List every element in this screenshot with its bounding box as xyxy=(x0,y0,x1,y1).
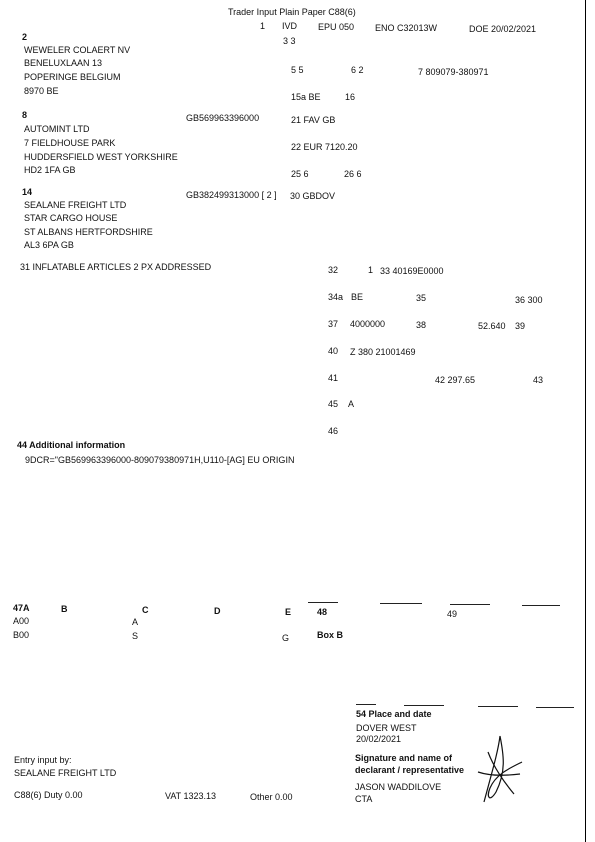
consignor-line: POPERINGE BELGIUM xyxy=(24,72,121,82)
box38-value: 52.640 xyxy=(478,321,506,331)
box37-label: 37 xyxy=(328,319,339,329)
declarant-line: AL3 6PA GB xyxy=(24,240,74,250)
tax-row2-type: B00 xyxy=(13,630,30,640)
box43-label: 43 xyxy=(533,375,544,385)
doe: DOE 20/02/2021 xyxy=(469,24,537,34)
form-title: Trader Input Plain Paper C88(6) xyxy=(228,7,356,17)
epu: EPU 050 xyxy=(318,22,355,32)
box1-value: IVD xyxy=(282,21,298,31)
date: 20/02/2021 xyxy=(356,734,402,744)
box16: 16 xyxy=(345,92,356,102)
rule xyxy=(522,605,560,606)
box37-value: 4000000 xyxy=(350,319,386,329)
box21: 21 FAV GB xyxy=(291,115,336,125)
box3: 3 3 xyxy=(283,36,296,46)
box34a-value: BE xyxy=(351,292,364,302)
box48-label: 48 xyxy=(317,607,328,617)
col-c-label: C xyxy=(142,605,149,615)
box38-label: 38 xyxy=(416,320,427,330)
consignee-eori: GB569963396000 xyxy=(186,113,260,123)
box45-label: 45 xyxy=(328,399,339,409)
box25: 25 6 xyxy=(291,169,309,179)
scan-edge xyxy=(585,0,586,842)
rule xyxy=(380,603,422,604)
box22: 22 EUR 7120.20 xyxy=(291,142,358,152)
duty-summary: C88(6) Duty 0.00 xyxy=(14,790,83,800)
box39-label: 39 xyxy=(515,321,526,331)
signature-heading: Signature and name of xyxy=(355,753,453,763)
box31-description: 31 INFLATABLE ARTICLES 2 PX ADDRESSED xyxy=(20,262,212,272)
box7: 7 809079-380971 xyxy=(418,67,489,77)
consignor-line: 8970 BE xyxy=(24,86,59,96)
box14-label: 14 xyxy=(22,187,33,197)
box8-label: 8 xyxy=(22,110,28,120)
box46-label: 46 xyxy=(328,426,339,436)
col-e-label: E xyxy=(285,607,292,617)
box40-label: 40 xyxy=(328,346,339,356)
consignee-line: 7 FIELDHOUSE PARK xyxy=(24,138,116,148)
tax-row1-c: A xyxy=(132,617,139,627)
box5: 5 5 xyxy=(291,65,304,75)
box33: 33 40169E0000 xyxy=(380,266,444,276)
box15a: 15a BE xyxy=(291,92,321,102)
box6: 6 2 xyxy=(351,65,364,75)
signature-image xyxy=(470,732,530,807)
box49-label: 49 xyxy=(447,609,458,619)
consignor-line: WEWELER COLAERT NV xyxy=(24,45,131,55)
consignee-line: HUDDERSFIELD WEST YORKSHIRE xyxy=(24,152,178,162)
col-d-label: D xyxy=(214,606,221,616)
consignor-line: BENELUXLAAN 13 xyxy=(24,58,103,68)
box54-heading: 54 Place and date xyxy=(356,709,432,719)
box34a-label: 34a xyxy=(328,292,344,302)
vat-summary: VAT 1323.13 xyxy=(165,791,217,801)
box40-value: Z 380 21001469 xyxy=(350,347,416,357)
consignee-line: HD2 1FA GB xyxy=(24,165,76,175)
box36: 36 300 xyxy=(515,295,543,305)
tax-row2-e: G xyxy=(282,633,290,643)
box35-label: 35 xyxy=(416,293,427,303)
declarant-line: ST ALBANS HERTFORDSHIRE xyxy=(24,227,153,237)
rule xyxy=(308,602,338,603)
additional-info-heading: 44 Additional information xyxy=(17,440,126,450)
rule xyxy=(404,705,444,706)
rule xyxy=(536,707,574,708)
rule xyxy=(478,706,518,707)
other-summary: Other 0.00 xyxy=(250,792,293,802)
entry-input-label: Entry input by: xyxy=(14,755,72,765)
box42: 42 297.65 xyxy=(435,375,476,385)
declarant-org: CTA xyxy=(355,794,373,804)
additional-info-text: 9DCR="GB569963396000-809079380971H,U110-[AG] EU ORIGIN xyxy=(25,455,295,465)
signature-heading: declarant / representative xyxy=(355,765,465,775)
tax-row1-type: A00 xyxy=(13,616,30,626)
declarant-line: STAR CARGO HOUSE xyxy=(24,213,118,223)
box2-label: 2 xyxy=(22,32,28,42)
box1-label: 1 xyxy=(260,21,266,31)
consignee-line: AUTOMINT LTD xyxy=(24,124,90,134)
rule xyxy=(450,604,490,605)
box32-label: 32 xyxy=(328,265,339,275)
entry-input-by: SEALANE FREIGHT LTD xyxy=(14,768,117,778)
box-b-label: Box B xyxy=(317,630,344,640)
box30: 30 GBDOV xyxy=(290,191,336,201)
declarant-line: SEALANE FREIGHT LTD xyxy=(24,200,127,210)
box47a-label: 47A xyxy=(13,603,30,613)
eno: ENO C32013W xyxy=(375,23,438,33)
declarant-eori: GB382499313000 [ 2 ] xyxy=(186,190,277,200)
place: DOVER WEST xyxy=(356,723,417,733)
box32-value: 1 xyxy=(368,265,374,275)
tax-row2-c: S xyxy=(132,631,139,641)
rule xyxy=(356,704,376,705)
box45-value: A xyxy=(348,399,355,409)
declarant-name: JASON WADDILOVE xyxy=(355,782,442,792)
col-b-label: B xyxy=(61,604,68,614)
box26: 26 6 xyxy=(344,169,362,179)
box41-label: 41 xyxy=(328,373,339,383)
